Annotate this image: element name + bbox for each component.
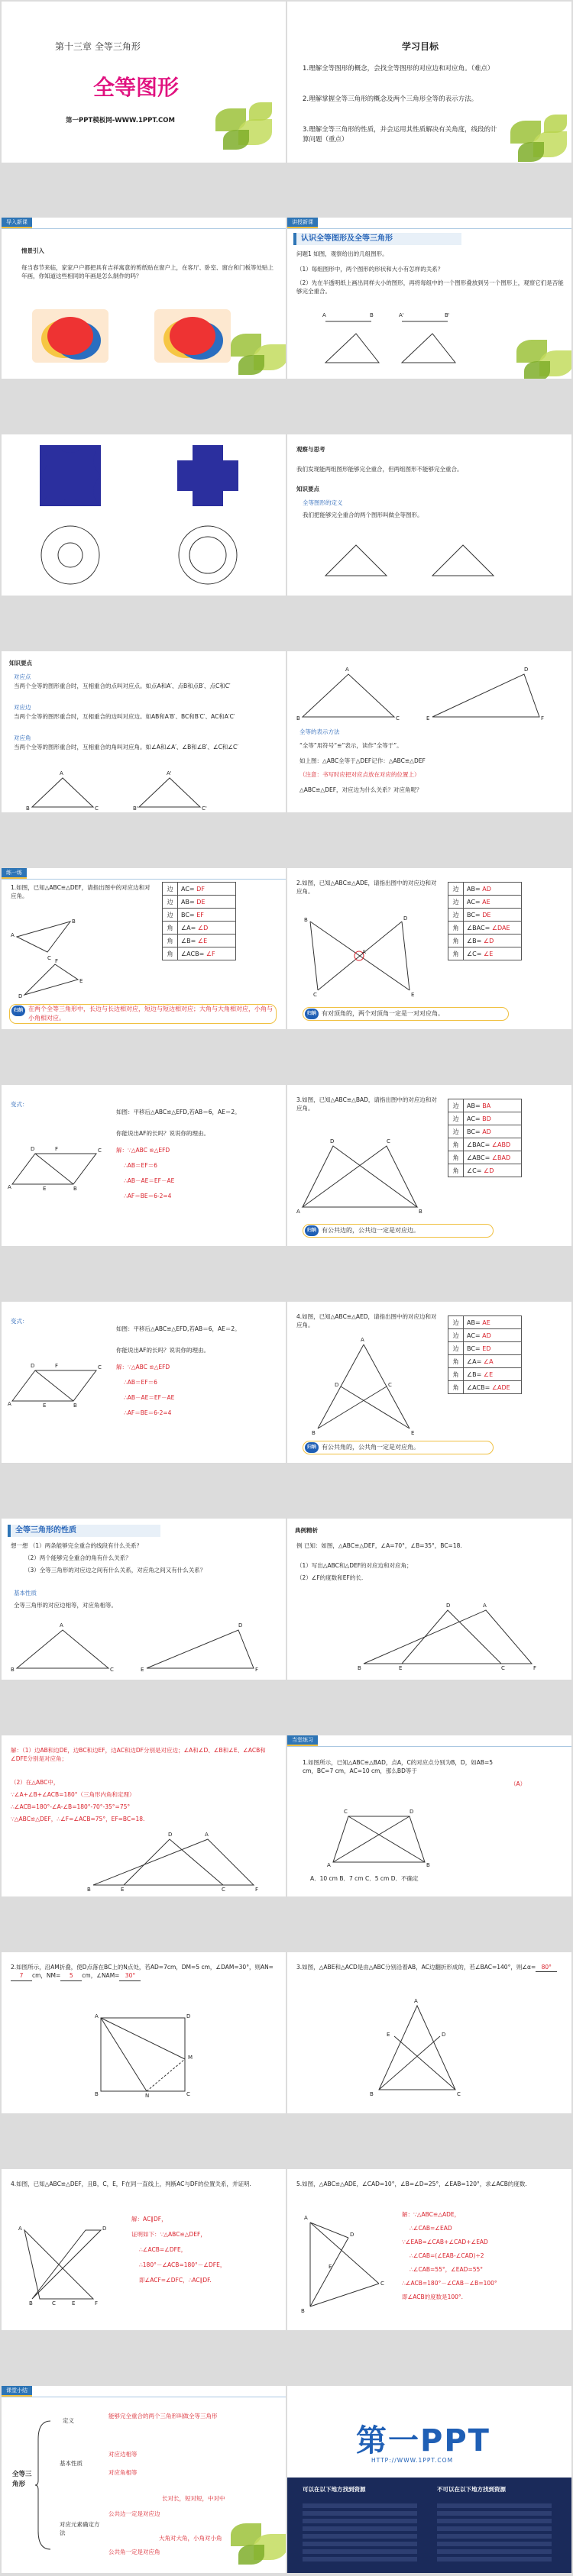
svg-text:B: B — [72, 918, 76, 925]
answer-1: 解：∵△ABC ≌△EFD — [116, 1364, 170, 1370]
svg-text:C: C — [95, 805, 99, 812]
note: 归纳 在两个全等三角形中，长边与长边相对应，短边与短边相对应；大角与大角相对应，小角与小角相对应。 — [9, 1004, 277, 1024]
sub: 知识要点 — [9, 660, 32, 667]
a1: 解：（1）边AB和边DE，边BC和边EF，边AC和边DF分别是对应边；∠A和∠D、∠B和∠E、∠ACB和∠DFE分别是对应角； — [11, 1747, 266, 1763]
svg-text:E: E — [141, 1667, 144, 1673]
leaf-decoration — [223, 326, 286, 379]
p3t: 当两个全等的图形重合时，互相重合的角叫对应角。如∠A和∠A′、∠B和∠B′、∠C和∠C′ — [14, 744, 238, 751]
slide-1 — [2, 2, 286, 163]
a2: （2）在△ABC中， — [11, 1779, 60, 1786]
svg-text:E: E — [399, 1665, 403, 1671]
bar: 认识全等图形及全等三角形 — [293, 233, 461, 245]
a2: ∴∠CAB=∠EAD — [410, 2225, 452, 2232]
svg-text:B: B — [426, 1862, 430, 1868]
svg-text:B: B — [73, 1403, 77, 1409]
slide-12 — [287, 1085, 571, 1246]
section-tag: 导入新课 — [2, 218, 32, 227]
svg-text:C: C — [396, 715, 400, 721]
heading: 学习目标 — [402, 41, 439, 52]
n3d: 公共角一定是对应角 — [108, 2549, 160, 2555]
paper-cut-image-2 — [154, 309, 231, 363]
p1: 对应点 — [14, 673, 31, 680]
section-tag: 课堂小结 — [2, 2386, 32, 2395]
rectangle-figure — [95, 2013, 200, 2099]
svg-text:B': B' — [445, 312, 450, 318]
blue-cross-1 — [40, 445, 101, 506]
options: A．10 cm B．7 cm C．5 cm D．不确定 — [310, 1875, 419, 1882]
svg-text:D: D — [410, 1809, 414, 1815]
question: 2.如图，已知△ABC≌△ADE，请指出图中的对应边和对应角。 — [296, 880, 437, 896]
svg-text:D: D — [330, 1138, 335, 1144]
p3: 对应角 — [14, 734, 31, 741]
question: 4.如图，已知△ABC≌△DEF，且B，C，E，F在同一直线上，判断AC与DF的位置关系，并证明. — [11, 2181, 251, 2187]
svg-text:A: A — [327, 1862, 331, 1868]
slide-22 — [287, 2169, 571, 2330]
triangle-figures — [26, 770, 261, 812]
q1: 例 已知：如图，△ABC≌△DEF，∠A=70°，∠B=35°，BC=18. — [296, 1542, 462, 1549]
question: 如图：平移后△ABC≌△EFD,若AB＝6，AE＝2。 — [116, 1109, 241, 1115]
line-2: （2）先在半透明纸上画出同样大小的图形，再将每组中的一个图形叠放到另一个图形上，观察它们是否能够完全重合。 — [296, 279, 564, 295]
svg-text:D: D — [335, 1382, 339, 1388]
svg-text:C: C — [380, 2281, 384, 2287]
a4: ∴∠CAB=(∠EAB-∠CAD)÷2 — [410, 2252, 484, 2259]
svg-text:A: A — [361, 1337, 364, 1343]
n3c: 大角对大角，小角对小角 — [159, 2535, 222, 2542]
slide-15 — [2, 1519, 286, 1680]
tag: 变式： — [11, 1318, 28, 1325]
a3: ∴∠ACB=∠DFE， — [139, 2246, 187, 2253]
n2: 基本性质 — [60, 2460, 83, 2467]
p2t: 当两个全等的图形重合时，互相重合的边叫对应边。如AB和A′B′、BC和B′C′、AC和A′C′ — [14, 713, 235, 720]
a3: ∵∠A+∠B+∠ACB=180°（三角形内角和定理） — [11, 1791, 135, 1798]
svg-text:C: C — [501, 1665, 505, 1671]
svg-text:F: F — [95, 2300, 99, 2306]
line: 我们发现能两组图形能够完全重合，但两组图形不能够完全重合。 — [296, 466, 463, 473]
col-1-title: 可以在以下地方找到资源 — [303, 2486, 366, 2493]
p4t: △ABC≌△DEF，对应边为什么关系？对应角呢？ — [299, 786, 422, 793]
question: 3.如图，△ABE和△ACD是由△ABC分别沿着AB，AC边翻折形成的，若∠BAC=140°，则∠α= 80° — [296, 1963, 564, 1972]
q2: （2）两个能够完全重合的角有什么关系？ — [24, 1554, 131, 1561]
svg-text:D: D — [524, 667, 529, 673]
svg-text:E: E — [387, 2032, 390, 2038]
n1t: 能够完全重合的两个三角形叫做全等三角形 — [108, 2413, 218, 2419]
logo: 第一PPT — [356, 2423, 490, 2458]
sub: 情景引入 — [21, 247, 44, 254]
slide-2 — [287, 2, 571, 163]
svg-text:D: D — [442, 2032, 446, 2038]
svg-text:B': B' — [133, 805, 138, 812]
a4: ∴180°－∠ACB=180°－∠DFE， — [139, 2261, 226, 2268]
question: 问题1 如图，观察给出的几组图形。 — [296, 250, 388, 257]
title: 全等图形 — [93, 75, 180, 100]
svg-text:D: D — [446, 1603, 451, 1609]
svg-text:D: D — [238, 1622, 243, 1629]
answer: （A） — [510, 1780, 526, 1787]
svg-text:D: D — [31, 1146, 35, 1152]
svg-text:E: E — [426, 715, 430, 721]
svg-text:B: B — [26, 805, 30, 812]
svg-text:E: E — [411, 1430, 415, 1436]
svg-text:B: B — [73, 1186, 77, 1192]
section-tag: 练一练 — [2, 868, 27, 877]
question-2: 你能说出AF的长吗？说说你的理由。 — [116, 1347, 209, 1354]
q1: 想一想 （1）两条能够完全重合的线段有什么关系？ — [11, 1542, 143, 1549]
svg-text:E: E — [43, 1186, 47, 1192]
svg-text:D: D — [403, 915, 408, 922]
answer-3: ∴AB－AE＝EF－AE — [124, 1177, 175, 1184]
svg-text:C: C — [344, 1809, 348, 1815]
svg-text:A: A — [11, 932, 15, 938]
goal-1: 1.理解全等图形的概念，会找全等图形的对应边和对应角。（难点） — [303, 65, 494, 73]
svg-text:A: A — [8, 1401, 11, 1407]
svg-text:F: F — [255, 1887, 259, 1893]
pairs-table: 边 AB= AD 边 AC= AE 边 BC= DE 角 ∠BAC= ∠DAE 角 ∠B= ∠D 角 ∠C= ∠E — [448, 882, 522, 960]
svg-text:F: F — [55, 958, 59, 964]
slide-6 — [287, 434, 571, 596]
q3: （2）∠F的度数和EF的长. — [296, 1574, 364, 1581]
svg-text:C: C — [222, 1887, 225, 1893]
blue-cross-2 — [177, 445, 238, 506]
svg-text:E: E — [329, 2264, 332, 2270]
svg-text:F: F — [255, 1667, 259, 1673]
svg-text:C: C — [457, 2091, 461, 2097]
slide-18 — [287, 1735, 571, 1896]
svg-text:F: F — [541, 715, 545, 721]
svg-text:C': C' — [202, 805, 207, 812]
section-tag: 讲授新课 — [287, 218, 318, 227]
svg-text:A: A — [304, 2215, 308, 2221]
svg-text:B: B — [11, 1667, 15, 1673]
leaf-decoration — [503, 113, 571, 163]
slide-7 — [2, 651, 286, 812]
answer-3: ∴AB－AE＝EF－AE — [124, 1394, 175, 1401]
prop-text: 全等三角形的对应边相等，对应角相等。 — [14, 1602, 117, 1609]
slide-3 — [2, 218, 286, 379]
triangle-figures — [296, 667, 555, 721]
question: 4.如图，已知△ABC≌△AED，请指出图中的对应边和对应角。 — [296, 1313, 437, 1329]
parallelogram-figure — [8, 1146, 104, 1192]
svg-text:C: C — [313, 992, 317, 998]
quad-figure — [327, 1809, 430, 1868]
question: 如图：平移后△ABC≌△EFD,若AB＝6，AE＝2。 — [116, 1325, 241, 1332]
triangle-figure — [358, 1603, 547, 1671]
footer-panel — [287, 2478, 571, 2573]
a1: 解：∵△ABC≌△ADE， — [402, 2211, 461, 2218]
a6: ∴∠ACB=180°－∠CAB－∠B=100° — [402, 2280, 497, 2287]
svg-text:A: A — [18, 2226, 22, 2232]
a3: ∵∠EAB=∠CAB+∠CAD+∠EAD — [402, 2239, 488, 2245]
summary-bracket — [35, 2416, 58, 2554]
svg-text:C: C — [110, 1667, 114, 1673]
slide-16 — [287, 1519, 571, 1680]
p2: 对应边 — [14, 704, 31, 711]
site: 第一PPT模板网-WWW.1PPT.COM — [66, 117, 175, 124]
section-tag: 当堂练习 — [287, 1735, 318, 1745]
triangles — [325, 537, 516, 583]
svg-text:B: B — [95, 2091, 99, 2097]
col-2-title: 不可以在以下地方找到资源 — [437, 2486, 506, 2493]
svg-text:A': A' — [399, 312, 404, 318]
svg-text:B: B — [296, 715, 300, 721]
goal-3: 3.理解全等三角形的性质，并会运用其性质解决有关角度，线段的计算问题（重点） — [303, 126, 497, 144]
parallelogram-figure — [8, 1363, 104, 1409]
slide-13 — [2, 1302, 286, 1463]
svg-text:D: D — [186, 2013, 191, 2019]
sub: 观察与思考 — [296, 446, 325, 453]
goal-2: 2.理解掌握全等三角形的概念及两个三角形全等的表示方法。 — [303, 95, 478, 103]
triangle-figures — [11, 918, 147, 999]
p2t: 如上图：△ABC全等于△DEF记作：△ABC≌△DEF — [299, 757, 426, 764]
link-list-2 — [437, 2503, 552, 2565]
svg-text:B: B — [29, 2300, 33, 2306]
svg-text:A: A — [60, 770, 63, 776]
leaf-decoration — [223, 2516, 286, 2569]
slide-10 — [287, 868, 571, 1029]
svg-text:C: C — [387, 1138, 390, 1144]
tag: 变式： — [11, 1101, 28, 1108]
leaf-decoration — [509, 332, 571, 379]
paper-cut-image-1 — [32, 309, 108, 363]
svg-text:A: A — [296, 1209, 300, 1215]
svg-text:A': A' — [167, 770, 172, 776]
a5: ∵△ABC≌△DEF，∴∠F=∠ACB=75°，EF=BC=18. — [11, 1816, 145, 1822]
svg-text:A: A — [483, 1603, 487, 1609]
slide-20 — [287, 1952, 571, 2113]
concentric-circles-2 — [177, 525, 238, 586]
def-title: 全等图形的定义 — [303, 499, 343, 506]
n3b: 公共边一定是对应边 — [108, 2510, 160, 2517]
p1t: 当两个全等的图形重合时，互相重合的点叫对应点。如点A和A′、点B和点B′、点C和C′ — [14, 683, 231, 689]
answer-2: ∴AB＝EF＝6 — [124, 1379, 157, 1386]
svg-text:C: C — [98, 1364, 102, 1370]
svg-text:A: A — [345, 667, 349, 673]
triangle-figure — [296, 1138, 440, 1215]
a5: 即∠ACF=∠DFC，∴AC∥DF. — [139, 2277, 212, 2284]
svg-text:B: B — [370, 312, 374, 318]
slide-5 — [2, 434, 286, 596]
p1: 全等的表示方法 — [299, 728, 340, 735]
svg-text:B: B — [370, 2091, 374, 2097]
question: 5.如图，△ABC≌△ADE，∠CAD=10°，∠B=∠D=25°，∠EAB=120°，求∠ACB的度数. — [296, 2181, 527, 2187]
svg-text:B: B — [301, 2308, 305, 2314]
svg-text:A: A — [362, 949, 366, 955]
svg-text:C: C — [186, 2091, 190, 2097]
svg-text:A: A — [414, 1998, 418, 2004]
question: 3.如图，已知△ABC≌△BAD，请指出图中的对应边和对应角。 — [296, 1096, 437, 1112]
leaf-decoration — [208, 101, 277, 154]
prop-title: 基本性质 — [14, 1590, 37, 1596]
svg-text:C: C — [52, 2300, 56, 2306]
triangle-figure — [301, 2215, 387, 2314]
text: 每当春节来临，家家户户都把具有吉祥寓意的剪纸贴在窗户上，在客厅、卧室、窗台和门板等处贴上年画，你知道这些相同的年画是怎么制作的吗？ — [21, 264, 274, 280]
note: 归纳 有公共角的，公共角一定是对应角。 — [303, 1441, 494, 1454]
n2b: 对应角相等 — [108, 2469, 138, 2476]
answer-2: ∴AB＝EF＝6 — [124, 1162, 157, 1169]
question: 1.如图所示，已知△ABC≌△BAD，点A，C的对应点分别为B，D，如AB=5 cm，BC=7 cm，AC=10 cm，那么BD等于 — [303, 1759, 494, 1775]
triangle-figure — [312, 1337, 425, 1436]
sub: 典例精析 — [295, 1527, 318, 1534]
svg-text:B: B — [304, 917, 308, 923]
slide-23 — [2, 2386, 286, 2573]
triangle-figure — [18, 2223, 108, 2306]
svg-text:D: D — [168, 1832, 173, 1838]
slide-19 — [2, 1952, 286, 2113]
pairs-table: 边 AC= DF 边 AB= DE 边 BC= EF 角 ∠A= ∠D 角 ∠B= ∠E 角 ∠ACB= ∠F — [162, 882, 236, 960]
slide-14 — [287, 1302, 571, 1463]
concentric-circles-1 — [40, 525, 101, 586]
q3: （3）全等三角形的对应边之间有什么关系，对应角之间又有什么关系？ — [24, 1567, 206, 1574]
slide-21 — [2, 2169, 286, 2330]
slide-9 — [2, 868, 286, 1029]
n2a: 对应边相等 — [108, 2451, 138, 2458]
link-list-1 — [303, 2503, 417, 2565]
svg-text:E: E — [121, 1887, 125, 1893]
svg-text:B: B — [312, 1430, 316, 1436]
svg-text:B: B — [419, 1209, 422, 1215]
slide-24 — [287, 2386, 571, 2573]
svg-text:F: F — [55, 1363, 59, 1369]
slide-11 — [2, 1085, 286, 1246]
fold-figure — [370, 1998, 463, 2105]
a5: ∴∠CAB=55°，∠EAD=55° — [410, 2266, 484, 2273]
bar: 全等三角形的性质 — [8, 1525, 160, 1537]
svg-text:M: M — [188, 2055, 193, 2061]
pairs-table: 边 AB= AE 边 AC= AD 边 BC= ED 角 ∠A= ∠A 角 ∠B= ∠E 角 ∠ACB= ∠ADE — [448, 1315, 522, 1394]
pairs-table: 边 AB= BA 边 AC= BD 边 BC= AD 角 ∠BAC= ∠ABD 角 ∠ABC= ∠BAD 角 ∠C= ∠D — [448, 1099, 522, 1177]
svg-text:E: E — [43, 1403, 47, 1409]
p1t: “全等”用符号“≌”表示，读作“全等于”。 — [299, 742, 403, 749]
note: 归纳 有对顶角的，两个对顶角一定是一对对应角。 — [303, 1007, 509, 1021]
question-2: 你能说出AF的长吗？说说你的理由。 — [116, 1130, 209, 1137]
svg-text:B: B — [358, 1665, 361, 1671]
root: 全等三角形 — [12, 2471, 32, 2488]
n3: 对应元素确定方法 — [60, 2521, 100, 2537]
svg-text:A: A — [205, 1832, 209, 1838]
slide-4 — [287, 218, 571, 379]
triangle-figure — [304, 914, 425, 998]
n1: 定义 — [63, 2417, 74, 2424]
q2: （1）写出△ABC和△DEF的对应边和对应角； — [296, 1562, 413, 1569]
svg-text:A: A — [322, 312, 326, 318]
svg-text:A: A — [95, 2013, 99, 2019]
svg-text:E: E — [411, 992, 415, 998]
knowledge: 知识要点 — [296, 486, 319, 492]
svg-text:E: E — [72, 2300, 76, 2306]
svg-text:N: N — [145, 2093, 150, 2099]
triangle-figures — [11, 1622, 269, 1673]
svg-text:E: E — [79, 978, 83, 984]
segments-and-triangles — [322, 312, 524, 370]
chapter: 第十三章 全等三角形 — [55, 41, 141, 52]
svg-text:C: C — [388, 1382, 392, 1388]
p3t: （注意：书写时应把对应点放在对应的位置上） — [299, 771, 420, 778]
question: 1.如图，已知△ABC≌△DEF，请指出图中的对应边和对应角。 — [11, 884, 151, 900]
svg-text:D: D — [350, 2232, 354, 2238]
svg-text:B: B — [87, 1887, 91, 1893]
svg-text:A: A — [60, 1622, 63, 1629]
a4: ∴∠ACB=180°-∠A-∠B=180°-70°-35°=75° — [11, 1803, 131, 1810]
slide-8 — [287, 651, 571, 812]
triangle-figure — [87, 1832, 269, 1893]
svg-text:D: D — [31, 1363, 35, 1369]
a7: 即∠ACB的度数是100°. — [402, 2294, 464, 2300]
n3a: 长对长，短对短，中对中 — [162, 2495, 225, 2502]
line-1: （1）每组图形中，两个图形的形状和大小有怎样的关系？ — [296, 266, 444, 273]
a1: 解：AC∥DF， — [131, 2216, 167, 2223]
svg-text:F: F — [55, 1146, 59, 1152]
answer-1: 解：∵△ABC ≌△EFD — [116, 1147, 170, 1154]
svg-text:C: C — [98, 1148, 102, 1154]
svg-text:D: D — [18, 993, 23, 999]
question: 2.如图所示，沿AM折叠，使D点落在BC上的N点处，若AD=7cm，DM=5 cm，∠DAM=30°，则AN=7 cm，NM= 5 cm，∠NAM= 30° — [11, 1963, 278, 1981]
svg-text:C: C — [47, 955, 51, 961]
answer-4: ∴AF＝BE＝6-2=4 — [124, 1193, 172, 1199]
def-text: 我们把能够完全重合的两个图形叫做全等图形。 — [303, 512, 423, 518]
answer-4: ∴AF＝BE＝6-2=4 — [124, 1409, 172, 1416]
note: 归纳 有公共边的，公共边一定是对应边。 — [303, 1224, 494, 1238]
svg-text:F: F — [533, 1665, 537, 1671]
svg-text:D: D — [102, 2226, 107, 2232]
a2: 证明如下：∵△ABC≌△DEF， — [131, 2231, 206, 2238]
svg-text:A: A — [8, 1184, 11, 1190]
slide-17 — [2, 1735, 286, 1896]
url: HTTP://WWW.1PPT.COM — [371, 2457, 454, 2464]
